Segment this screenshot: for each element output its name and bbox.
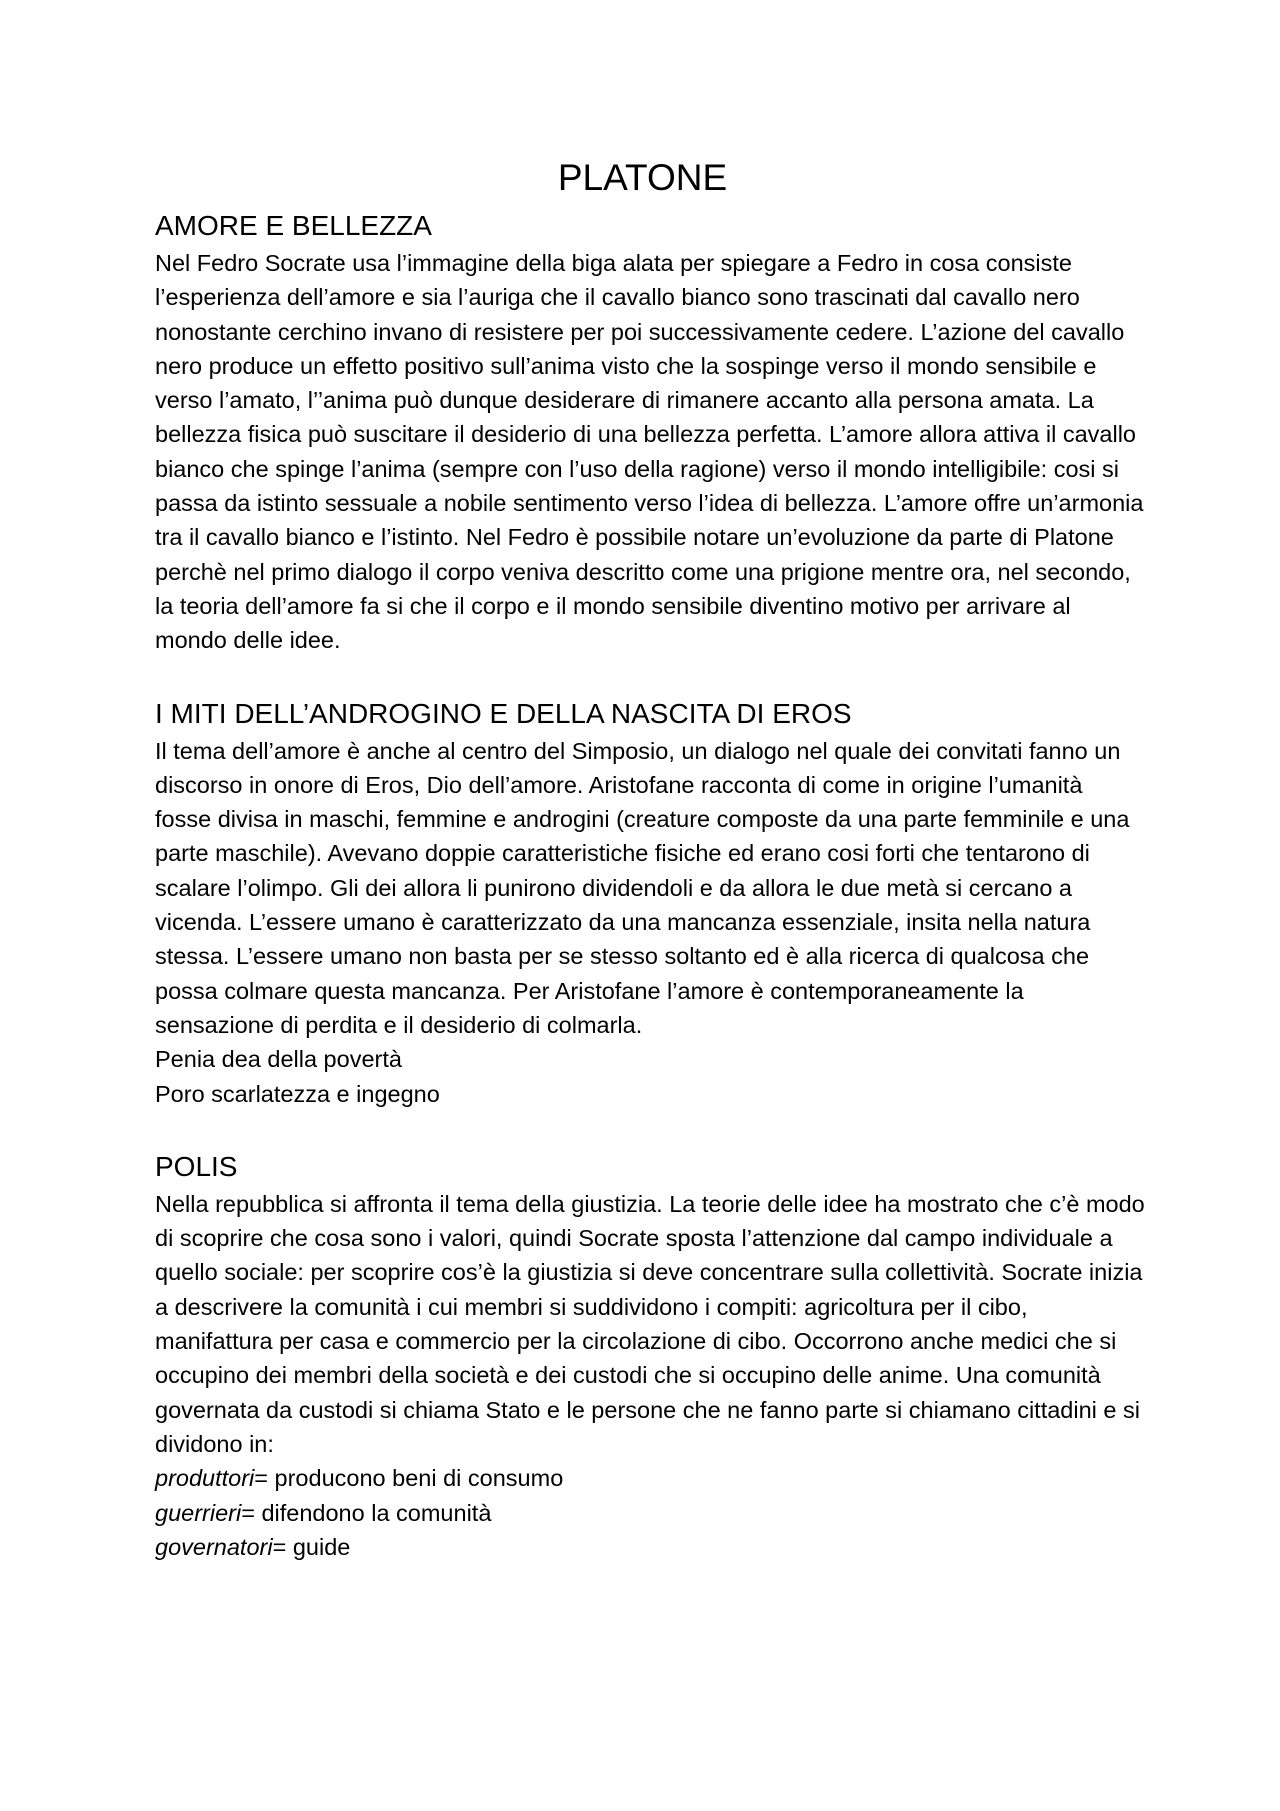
- section-paragraph: Nel Fedro Socrate usa l’immagine della biga alata per spiegare a Fedro in cosa consiste l’esperienza dell’amore e sia l’auriga che il cavallo bianco sono trascinati dal cavallo nero nonostante cerchino invano di resistere per poi successivamente cedere. L’azione del cavallo nero produce un effetto positivo sull’anima visto che la sospinge verso il mondo sensibile e verso l’amato, l’’anima può dunque desiderare di rimanere accanto alla persona amata. La bellezza fisica può suscitare il desiderio di una bellezza perfetta. L’amore allora attiva il cavallo bianco che spinge l’anima (sempre con l’uso della ragione) verso il mondo intelligibile: cosi si passa da istinto sessuale a nobile sentimento verso l’idea di bellezza. L’amore offre un’armonia tra il cavallo bianco e l’istinto. Nel Fedro è possibile notare un’evoluzione da parte di Platone perchè nel primo dialogo il corpo veniva descritto come una prigione mentre ora, nel secondo, la teoria dell’amore fa si che il corpo e il mondo sensibile diventino motivo per arrivare al mondo delle idee.: [155, 250, 1144, 654]
- definition-term: produttori: [155, 1465, 255, 1492]
- blank-line: [155, 658, 1155, 692]
- section-miti-androgino: [155, 692, 1155, 1111]
- section-paragraph: Il tema dell’amore è anche al centro del Simposio, un dialogo nel quale dei convitati fanno un discorso in onore di Eros, Dio dell’amore. Aristofane racconta di come in origine l’umanità fosse divisa in maschi, femmine e androgini (creature composte da una parte femminile e una parte maschile). Avevano doppie caratteristiche fisiche ed erano cosi forti che tentarono di scalare l’olimpo. Gli dei allora li punirono dividendoli e da allora le due metà si cercano a vicenda. L’essere umano è caratterizzato da una mancanza essenziale, insita nella natura stessa. L’essere umano non basta per se stesso soltanto ed è alla ricerca di qualcosa che possa colmare questa mancanza. Per Aristofane l’amore è contemporaneamente la sensazione di perdita e il desiderio di colmarla.: [155, 737, 1130, 1038]
- document-title: PLATONE: [557, 157, 728, 198]
- definition-line: [155, 1496, 1155, 1530]
- section-polis: [155, 1145, 1155, 1564]
- note-line: Poro scarlatezza e ingegno: [155, 1080, 440, 1107]
- blank-line: [155, 1111, 1155, 1145]
- definition-term: guerrieri: [155, 1499, 242, 1526]
- definition-text: = difendono la comunità: [241, 1499, 492, 1526]
- definition-line: [155, 1530, 1155, 1564]
- definition-text: = guide: [272, 1533, 351, 1560]
- definition-term: governatori: [155, 1533, 273, 1560]
- definition-text: = producono beni di consumo: [254, 1465, 564, 1492]
- section-heading: I MITI DELL’ANDROGINO E DELLA NASCITA DI EROS: [155, 697, 852, 729]
- section-paragraph: Nella repubblica si affronta il tema della giustizia. La teorie delle idee ha mostrato che c’è modo di scoprire che cosa sono i valori, quindi Socrate sposta l’attenzione dal campo individuale a quello sociale: per scoprire cos’è la giustizia si deve concentrare sulla collettività. Socrate inizia a descrivere la comunità i cui membri si suddividono i compiti: agricoltura per il cibo, manifattura per casa e commercio per la circolazione di cibo. Occorrono anche medici che si occupino dei membri della società e dei custodi che si occupino delle anime. Una comunità governata da custodi si chiama Stato e le persone che ne fanno parte si chiamano cittadini e si dividono in:: [155, 1190, 1145, 1457]
- section-heading: AMORE E BELLEZZA: [155, 210, 432, 241]
- document-page: [155, 152, 1155, 1564]
- section-amore-e-bellezza: [155, 204, 1155, 658]
- section-heading: POLIS: [155, 1150, 238, 1182]
- note-line: Penia dea della povertà: [155, 1046, 402, 1073]
- definition-line: [155, 1461, 1155, 1495]
